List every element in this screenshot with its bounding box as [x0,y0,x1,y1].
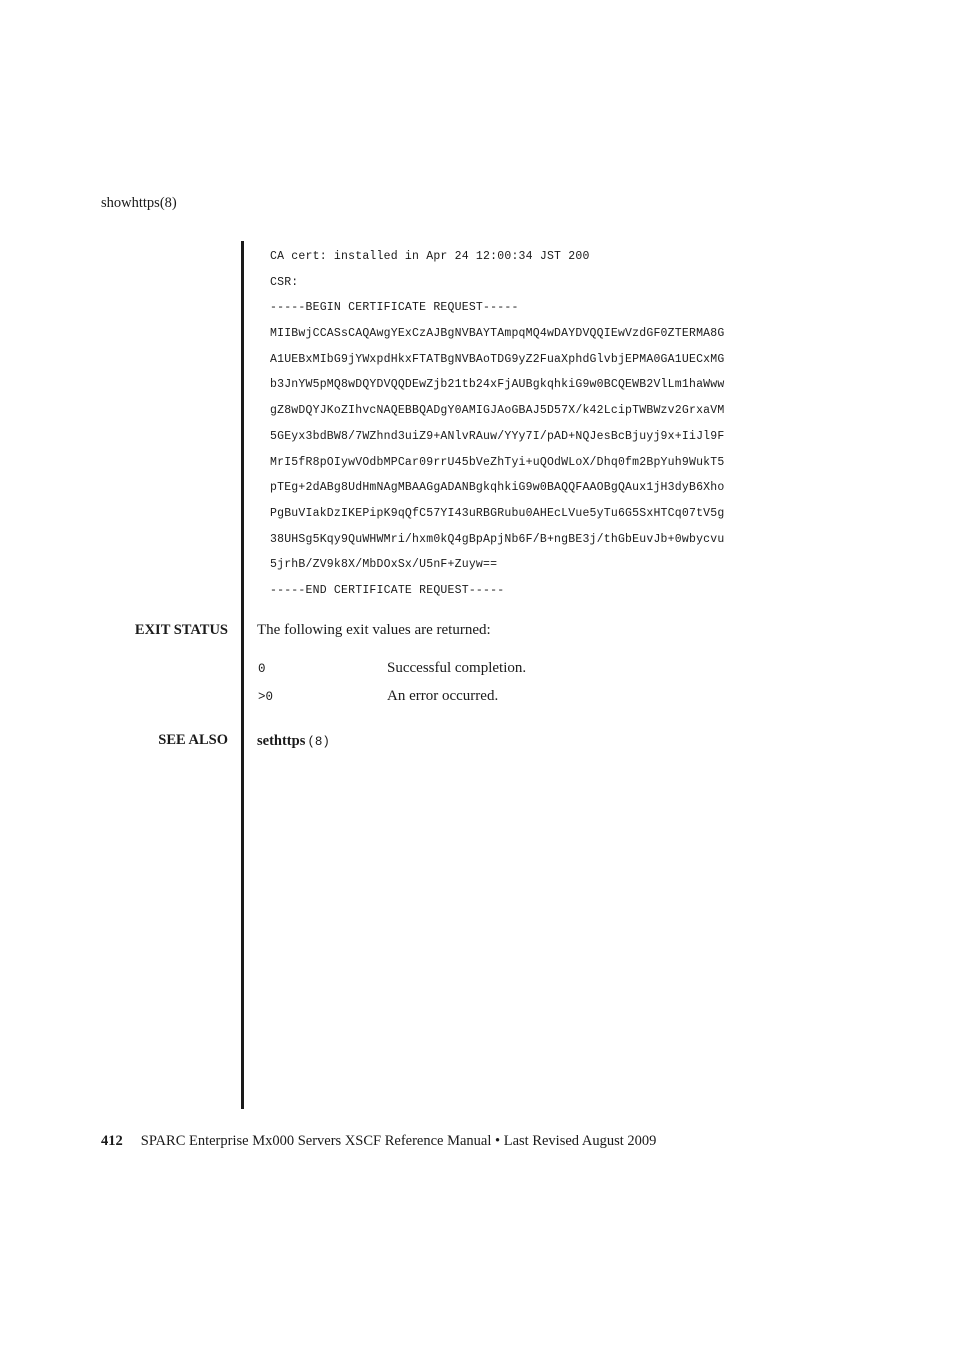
see-also-section: (8) [307,735,330,749]
code-line: -----END CERTIFICATE REQUEST----- [270,583,505,597]
exit-code-value: 0 [258,662,266,676]
code-line: -----BEGIN CERTIFICATE REQUEST----- [270,301,519,315]
code-line: MIIBwjCCASsCAQAwgYExCzAJBgNVBAYTAmpqMQ4wDAYDVQQIEwVzdGF0ZTERMA8G [270,327,725,341]
footer-text: SPARC Enterprise Mx000 Servers XSCF Reference Manual • Last Revised August 2009 [140,1133,657,1149]
code-line: CA cert: installed in Apr 24 12:00:34 JST 200 [270,250,590,263]
code-line: pTEg+2dABg8UdHmNAgMBAAGgADANBgkqhkiG9w0BAQQFAAOBgQAux1jH3dyB6Xho [270,481,725,495]
code-line: MrI5fR8pOIywVOdbMPCar09rrU45bVeZhTyi+uQOdWLoX/Dhq0fm2BpYuh9WukT5 [270,455,725,469]
see-also-heading: SEE ALSO [158,732,228,748]
code-line: CSR: [270,275,299,289]
csr-code-block [270,244,724,604]
see-also-command[interactable]: sethttps [257,733,306,749]
code-line: 38UHSg5Kqy9QuWHWMri/hxm0kQ4gBpApjNb6F/B+ngBE3j/thGbEuvJb+0wbycvu [270,532,725,546]
code-line: 5GEyx3bdBW8/7WZhnd3uiZ9+ANlvRAuw/YYy7I/pAD+NQJesBcBjuyj9x+IiJl9F [270,429,725,443]
code-line: b3JnYW5pMQ8wDQYDVQQDEwZjb21tb24xFjAUBgkqhkiG9w0BCQEWB2VlLm1haWww [270,378,725,392]
code-line: gZ8wDQYJKoZIhvcNAQEBBQADgY0AMIGJAoGBAJ5D57X/k42LcipTWBWzv2GrxaVM [270,404,725,418]
exit-code-description: Successful completion. [387,660,527,676]
running-header: showhttps(8) [101,195,177,211]
code-line: PgBuVIakDzIKEPipK9qQfC57YI43uRBGRubu0AHEcLVue5yTu6G5SxHTCq07tV5g [270,506,725,520]
exit-status-intro: The following exit values are returned: [257,622,491,638]
exit-code-description: An error occurred. [387,688,499,704]
page-number: 412 [101,1133,123,1149]
see-also-reference[interactable] [257,732,330,750]
code-line: A1UEBxMIbG9jYWxpdHkxFTATBgNVBAoTDG9yZ2FuaXphdGlvbjEPMA0GA1UECxMG [270,352,725,366]
section-divider-rule [241,241,244,1109]
exit-status-heading: EXIT STATUS [134,622,228,638]
page-footer [101,1133,656,1150]
exit-code-value: >0 [258,690,274,704]
code-line: 5jrhB/ZV9k8X/MbDOxSx/U5nF+Zuyw== [270,558,498,572]
